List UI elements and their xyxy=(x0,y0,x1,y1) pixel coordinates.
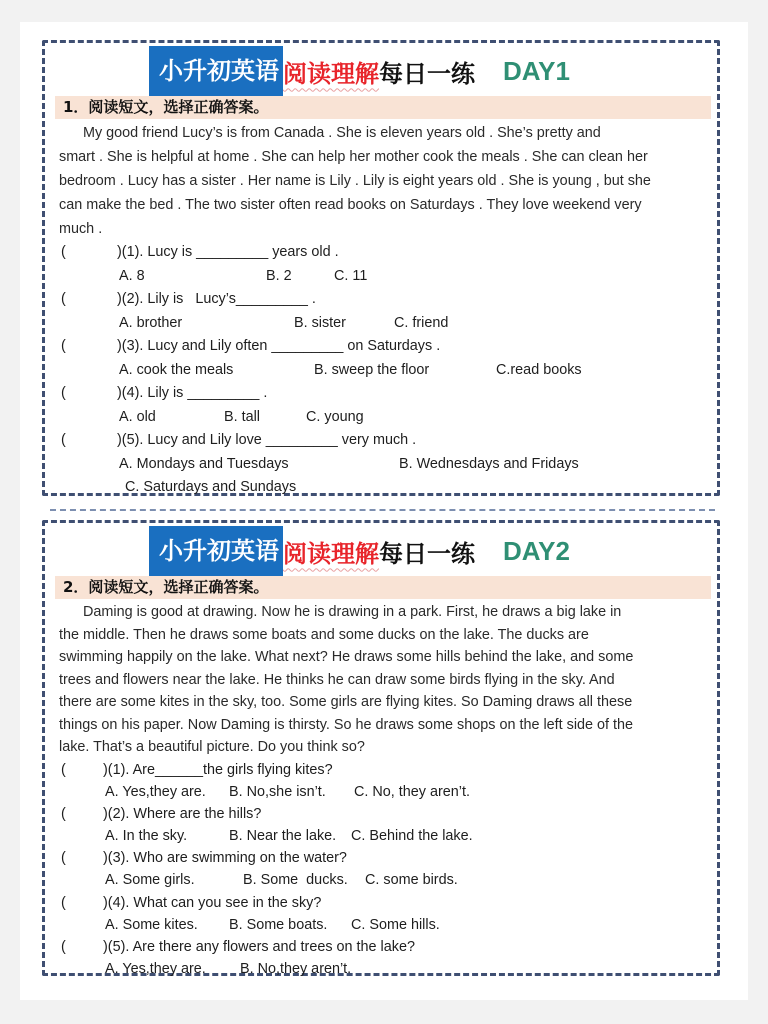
question-text: )(3). Lucy and Lily often _________ on Saturdays . xyxy=(117,338,441,354)
option[interactable]: C. Some hills. xyxy=(351,916,440,933)
option[interactable]: B. Some boats. xyxy=(229,916,328,933)
question-text: )(4). Lily is _________ . xyxy=(117,385,268,401)
day-label: DAY1 xyxy=(503,55,570,86)
answer-blank[interactable]: ( xyxy=(61,761,66,778)
question xyxy=(59,803,714,825)
question xyxy=(59,335,714,359)
option[interactable]: C.read books xyxy=(496,361,582,378)
option[interactable]: C. 11 xyxy=(334,267,368,284)
question-text: )(1). Are______the girls flying kites? xyxy=(103,761,333,778)
answer-blank[interactable]: ( xyxy=(61,939,66,955)
question xyxy=(59,759,714,781)
title-red: 阅读理解 xyxy=(283,539,379,568)
option[interactable]: A. brother xyxy=(119,314,183,331)
option[interactable]: B. tall xyxy=(224,408,260,425)
passage-line: bedroom . Lucy has a sister . Her name is Lily . Lily is eight years old . She is young , but she xyxy=(59,173,651,189)
option[interactable]: B. Near the lake. xyxy=(229,828,337,845)
question xyxy=(59,241,714,265)
day-label: DAY2 xyxy=(503,535,570,566)
question xyxy=(59,382,714,406)
passage-line: trees and flowers near the lake. He thinks he can draw some birds flying in the sky. And xyxy=(59,671,615,688)
title-blue: 小升初英语 xyxy=(149,526,283,576)
options-row xyxy=(59,958,714,980)
passage-line: there are some kites in the sky, too. Some girls are flying kites. So Daming draws all these xyxy=(59,694,633,710)
option[interactable]: B. sister xyxy=(294,314,346,331)
option[interactable]: A. Yes,they are. xyxy=(105,961,206,978)
option[interactable]: C. No, they aren’t. xyxy=(354,783,470,800)
question xyxy=(59,429,714,453)
passage-line: swimming happily on the lake. What next? He draws some hills behind the lake, and some xyxy=(59,649,634,665)
passage-line: Daming is good at drawing. Now he is drawing in a park. First, he draws a big lake in xyxy=(59,604,622,620)
reading-body xyxy=(59,121,714,500)
question-text: )(3). Who are swimming on the water? xyxy=(103,850,347,867)
options-row xyxy=(59,914,714,936)
instruction: 1．阅读短文，选择正确答案。 xyxy=(55,96,711,119)
options-row xyxy=(59,453,714,477)
option[interactable]: B. Some ducks. xyxy=(243,872,348,889)
title-black: 每日一练 xyxy=(379,539,475,568)
passage-line: the middle. Then he draws some boats and some ducks on the lake. The ducks are xyxy=(59,626,589,643)
passage-line: much . xyxy=(59,221,103,237)
section-divider xyxy=(50,509,715,511)
answer-blank[interactable]: ( xyxy=(61,894,66,911)
passage-line: lake. That’s a beautiful picture. Do you think so? xyxy=(59,739,365,755)
option[interactable]: A. 8 xyxy=(119,267,145,284)
answer-blank[interactable]: ( xyxy=(61,850,66,867)
title-red: 阅读理解 xyxy=(283,59,379,88)
answer-blank[interactable]: ( xyxy=(61,244,66,260)
options-row xyxy=(59,312,714,336)
question-text: )(4). What can you see in the sky? xyxy=(103,894,322,911)
option[interactable]: B. Wednesdays and Fridays xyxy=(399,455,579,472)
option[interactable]: B. No,they aren’t. xyxy=(240,961,352,978)
option[interactable]: C. some birds. xyxy=(365,872,458,889)
option[interactable]: C. young xyxy=(306,408,364,425)
question-text: )(1). Lucy is _________ years old . xyxy=(117,244,339,260)
option[interactable]: A. Mondays and Tuesdays xyxy=(119,455,289,472)
option[interactable]: A. old xyxy=(119,408,156,425)
question-text: )(2). Lily is Lucy’s_________ . xyxy=(117,291,316,307)
option[interactable]: B. 2 xyxy=(266,267,292,284)
passage-line: My good friend Lucy’s is from Canada . She is eleven years old . She’s pretty and xyxy=(59,125,601,141)
question-text: )(2). Where are the hills? xyxy=(103,805,262,822)
answer-blank[interactable]: ( xyxy=(61,291,66,307)
passage-line: smart . She is helpful at home . She can help her mother cook the meals . She can clean her xyxy=(59,149,648,165)
question xyxy=(59,936,714,958)
option[interactable]: B. No,she isn’t. xyxy=(229,783,326,800)
instruction: 2．阅读短文，选择正确答案。 xyxy=(55,576,711,599)
passage-line: can make the bed . The two sister often read books on Saturdays . They love weekend very xyxy=(59,197,642,213)
title-blue: 小升初英语 xyxy=(149,46,283,96)
answer-blank[interactable]: ( xyxy=(61,385,66,401)
answer-blank[interactable]: ( xyxy=(61,338,66,354)
options-row xyxy=(59,825,714,847)
question xyxy=(59,847,714,869)
option[interactable]: A. Some girls. xyxy=(105,872,195,889)
answer-blank[interactable]: ( xyxy=(61,805,66,822)
question xyxy=(59,892,714,914)
option[interactable]: A. cook the meals xyxy=(119,361,234,378)
option[interactable]: C. Saturdays and Sundays xyxy=(125,479,297,495)
options-row xyxy=(59,265,714,289)
option[interactable]: C. Behind the lake. xyxy=(351,828,473,845)
title-black: 每日一练 xyxy=(379,59,475,88)
option[interactable]: A. Yes,they are. xyxy=(105,783,206,800)
reading-body xyxy=(59,601,714,980)
day1-section xyxy=(42,40,720,496)
question xyxy=(59,288,714,312)
option[interactable]: B. sweep the floor xyxy=(314,361,430,378)
options-row xyxy=(59,476,714,500)
section-title xyxy=(149,526,570,576)
answer-blank[interactable]: ( xyxy=(61,432,66,448)
options-row xyxy=(59,359,714,383)
options-row xyxy=(59,869,714,891)
section-title xyxy=(149,46,570,96)
question-text: )(5). Lucy and Lily love _________ very much . xyxy=(117,432,417,448)
options-row xyxy=(59,406,714,430)
day2-section xyxy=(42,520,720,976)
question-text: )(5). Are there any flowers and trees on the lake? xyxy=(103,939,415,955)
option[interactable]: A. Some kites. xyxy=(105,916,198,933)
option[interactable]: A. In the sky. xyxy=(105,828,188,845)
passage-line: things on his paper. Now Daming is thirsty. So he draws some shops on the left side of the xyxy=(59,716,634,733)
options-row xyxy=(59,781,714,803)
option[interactable]: C. friend xyxy=(394,314,449,331)
